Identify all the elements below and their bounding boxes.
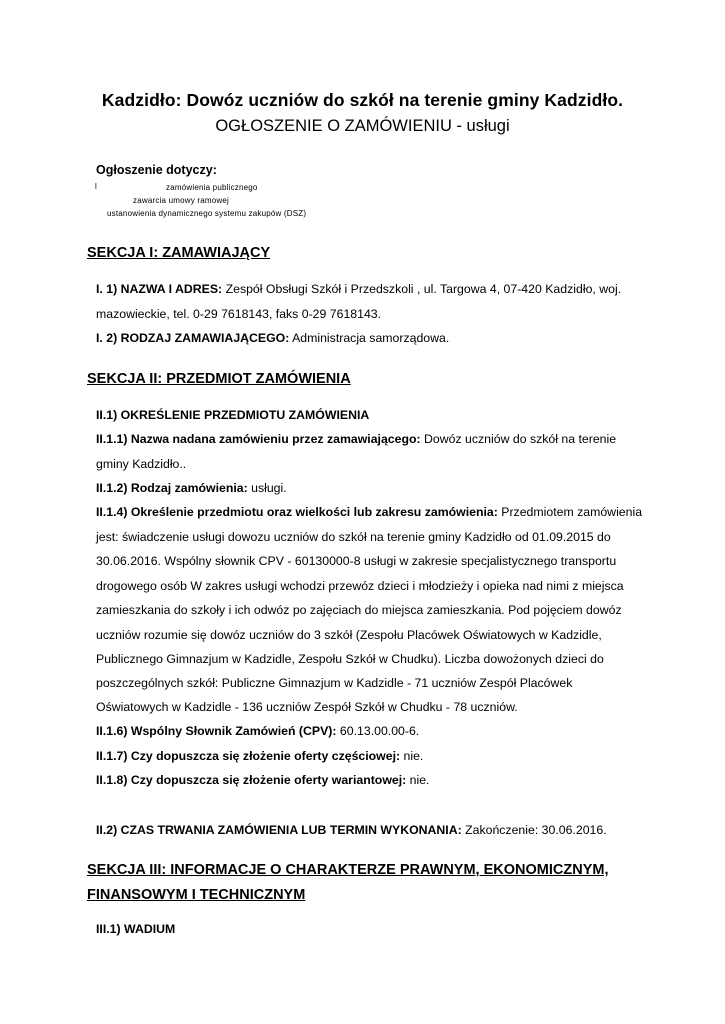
section-2-heading: SEKCJA II: PRZEDMIOT ZAMÓWIENIA [87, 371, 351, 387]
order-description-line-1 [96, 505, 642, 519]
contracting-type-label: I. 2) RODZAJ ZAMAWIAJĄCEGO: [96, 331, 290, 345]
order-description-line: uczniów rozumie się dowóz uczniów do 3 szkół (Zespołu Placówek Oświatowych w Kadzidle, [96, 628, 602, 642]
checkbox-marker: l [95, 182, 97, 191]
order-description-line: 30.06.2016. Wspólny słownik CPV - 60130000-8 usługi w zakresie specjalistycznego transportu [96, 554, 617, 568]
variant-offer-line [96, 773, 429, 787]
order-description-line: poszczególnych szkół: Publiczne Gimnazjum w Kadzidle - 71 uczniów Zespół Placówek [96, 676, 573, 690]
duration-label: II.2) CZAS TRWANIA ZAMÓWIENIA LUB TERMIN WYKONANIA: [96, 823, 462, 837]
name-address-line-2: mazowieckie, tel. 0-29 7618143, faks 0-29 7618143. [96, 307, 382, 321]
order-description-label: II.1.4) Określenie przedmiotu oraz wielkości lub zakresu zamówienia: [96, 505, 498, 519]
section-3-heading-line-2: FINANSOWYM I TECHNICZNYM [87, 887, 306, 903]
cpv-line [96, 724, 419, 738]
document-subtitle: OGŁOSZENIE O ZAMÓWIENIU - usługi [215, 117, 510, 135]
partial-offer-label: II.1.7) Czy dopuszcza się złożenie oferty częściowej: [96, 749, 401, 763]
order-name-label: II.1.1) Nazwa nadana zamówieniu przez zamawiającego: [96, 432, 421, 446]
duration-line [96, 823, 607, 837]
cpv-value: 60.13.00.00-6. [336, 724, 420, 738]
order-description-line: Publicznego Gimnazjum w Kadzidle, Zespołu Szkół w Chudku). Liczba dowożonych dzieci do [96, 652, 604, 666]
contracting-type-value: Administracja samorządowa. [289, 331, 450, 345]
order-description-line: drogowego osób W zakres usługi wchodzi przewóz dzieci i młodzieży i opieka nad nimi z miejsca [96, 579, 624, 593]
order-kind-line [96, 481, 287, 495]
partial-offer-line [96, 749, 423, 763]
order-kind-value: usługi. [247, 481, 287, 495]
concerns-heading: Ogłoszenie dotyczy: [96, 163, 217, 177]
document-title: Kadzidło: Dowóz uczniów do szkół na terenie gminy Kadzidło. [101, 90, 624, 110]
cpv-label: II.1.6) Wspólny Słownik Zamówień (CPV): [96, 724, 337, 738]
concerns-option-public-contract: zamówienia publicznego [166, 183, 258, 192]
order-description-start: Przedmiotem zamówienia [497, 505, 643, 519]
name-address-value: Zespół Obsługi Szkół i Przedszkoli , ul. Targowa 4, 07-420 Kadzidło, woj. [222, 282, 622, 296]
partial-offer-value: nie. [400, 749, 424, 763]
order-name-value: Dowóz uczniów do szkół na terenie [420, 432, 617, 446]
contracting-type-line [96, 331, 449, 345]
section-3-heading-line-1: SEKCJA III: INFORMACJE O CHARAKTERZE PRAWNYM, EKONOMICZNYM, [87, 862, 609, 878]
order-name-line-2: gminy Kadzidło.. [96, 457, 187, 471]
section-1-heading: SEKCJA I: ZAMAWIAJĄCY [87, 245, 271, 261]
order-kind-label: II.1.2) Rodzaj zamówienia: [96, 481, 248, 495]
order-description-line: zamieszkania do szkoły i ich odwóz po zajęciach do miejsca zamieszkania. Pod pojęciem dowóz [96, 603, 622, 617]
subject-heading: II.1) OKREŚLENIE PRZEDMIOTU ZAMÓWIENIA [96, 408, 370, 422]
concerns-option-dsz: ustanowienia dynamicznego systemu zakupów (DSZ) [107, 209, 307, 218]
deposit-heading: III.1) WADIUM [96, 922, 176, 936]
name-address-label: I. 1) NAZWA I ADRES: [96, 282, 223, 296]
order-description-line: Oświatowych w Kadzidle - 136 uczniów Zespół Szkół w Chudku - 78 uczniów. [96, 700, 518, 714]
variant-offer-label: II.1.8) Czy dopuszcza się złożenie oferty wariantowej: [96, 773, 407, 787]
order-description-line: jest: świadczenie usługi dowozu uczniów do szkół na terenie gminy Kadzidło od 01.09.2015 do [96, 530, 611, 544]
variant-offer-value: nie. [406, 773, 430, 787]
concerns-option-framework: zawarcia umowy ramowej [133, 196, 229, 205]
order-name-line-1 [96, 432, 616, 446]
duration-value: Zakończenie: 30.06.2016. [461, 823, 607, 837]
name-address-line-1 [96, 282, 621, 296]
